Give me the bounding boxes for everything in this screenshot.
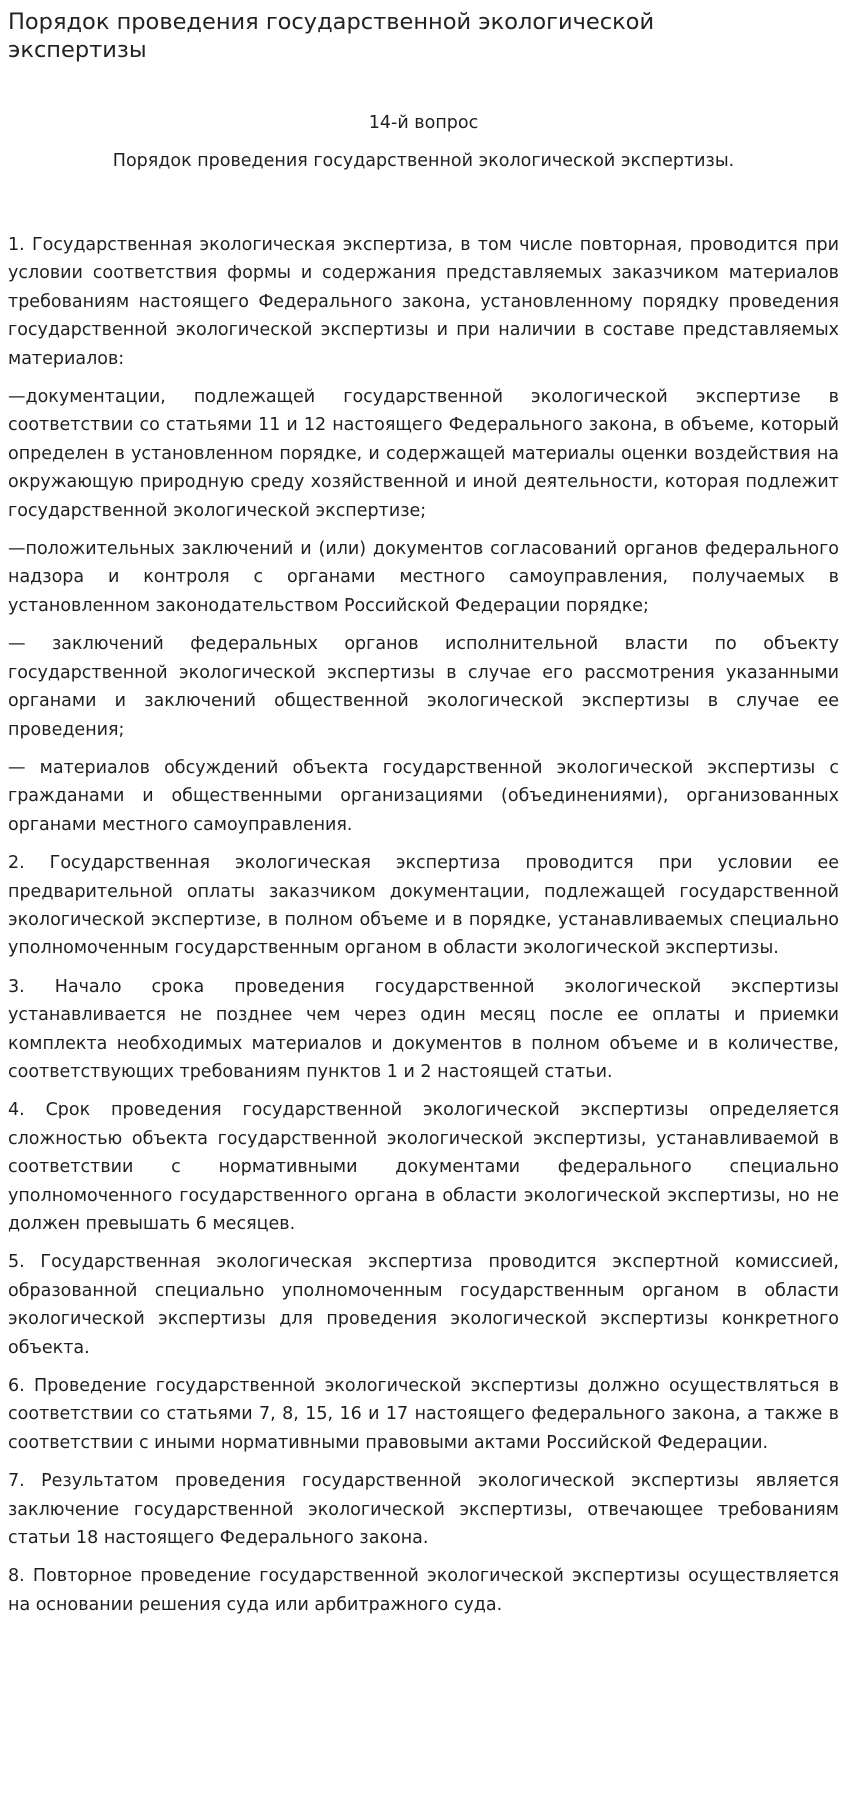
paragraph-list-item-2: —положительных заключений и (или) документов согласований органов федерального надзора и контроля с органами местного самоуправления, получаемых в установленном законодательством Российской Федерации порядке; <box>8 539 839 616</box>
paragraph-item-2: 2. Государственная экологическая экспертиза проводится при условии ее предварительной оплаты заказчиком документации, подлежащей государственной экологической экспертизе, в полном объеме и в порядке, устанавливаемых специально уполномоченным государственным органом в области экологической экспертизы. <box>8 853 839 959</box>
paragraph-list-item-4: — материалов обсуждений объекта государственной экологической экспертизы с гражданами и общественными организациями (объединениями), организованных органами местного самоуправления. <box>8 757 839 835</box>
paragraph-list-item-1: —документации, подлежащей государственной экологической экспертизе в соответствии со статьями 11 и 12 настоящего Федерального закона, в объеме, который определен в установленном порядке, и содержащей материалы оценки воздействия на окружающую природную среду хозяйственной и иной деятельности, которая подлежит государственной экологической экспертизе; <box>8 387 839 521</box>
question-title: Порядок проведения государственной экологической экспертизы. <box>112 151 735 171</box>
paragraph-item-4: 4. Срок проведения государственной экологической экспертизы определяется сложностью объекта государственной экологической экспертизы, устанавливаемой в соответствии с нормативными документами федерального специально уполномоченного государственного органа в области экологической экспертизы, но не должен превышать 6 месяцев. <box>8 1100 839 1234</box>
page-title: Порядок проведения государственной экологической экспертизы <box>8 9 655 63</box>
paragraph-item-8: 8. Повторное проведение государственной экологической экспертизы осуществляется на основании решения суда или арбитражного суда. <box>8 1566 839 1615</box>
paragraph-item-7: 7. Результатом проведения государственной экологической экспертизы является заключение государственной экологической экспертизы, отвечающее требованиям статьи 18 настоящего Федерального закона. <box>8 1471 839 1549</box>
paragraph-list-item-3: — заключений федеральных органов исполнительной власти по объекту государственной экологической экспертизы в случае его рассмотрения указанными органами и заключений общественной экологической экспертизы в случае ее проведения; <box>8 634 839 740</box>
paragraph-item-6: 6. Проведение государственной экологической экспертизы должно осуществляться в соответствии со статьями 7, 8, 15, 16 и 17 настоящего федерального закона, а также в соответствии с иными нормативными правовыми актами Российской Федерации. <box>8 1376 839 1453</box>
question-number: 14-й вопрос <box>368 113 479 133</box>
paragraph-item-1: 1. Государственная экологическая экспертиза, в том числе повторная, проводится при условии соответствия формы и содержания представляемых заказчиком материалов требованиям настоящего Федерального закона, установленному порядку проведения государственной экологической экспертизы и при наличии в составе представляемых материалов: <box>8 235 839 369</box>
document-body <box>8 231 839 1619</box>
paragraph-item-5: 5. Государственная экологическая экспертиза проводится экспертной комиссией, образованной специально уполномоченным государственным органом в области экологической экспертизы для проведения экологической экспертизы конкретного объекта. <box>8 1252 839 1358</box>
paragraph-item-3: 3. Начало срока проведения государственной экологической экспертизы устанавливается не позднее чем через один месяц после ее оплаты и приемки комплекта необходимых материалов и документов в полном объеме и в количестве, соответствующих требованиям пунктов 1 и 2 настоящей статьи. <box>8 976 839 1082</box>
